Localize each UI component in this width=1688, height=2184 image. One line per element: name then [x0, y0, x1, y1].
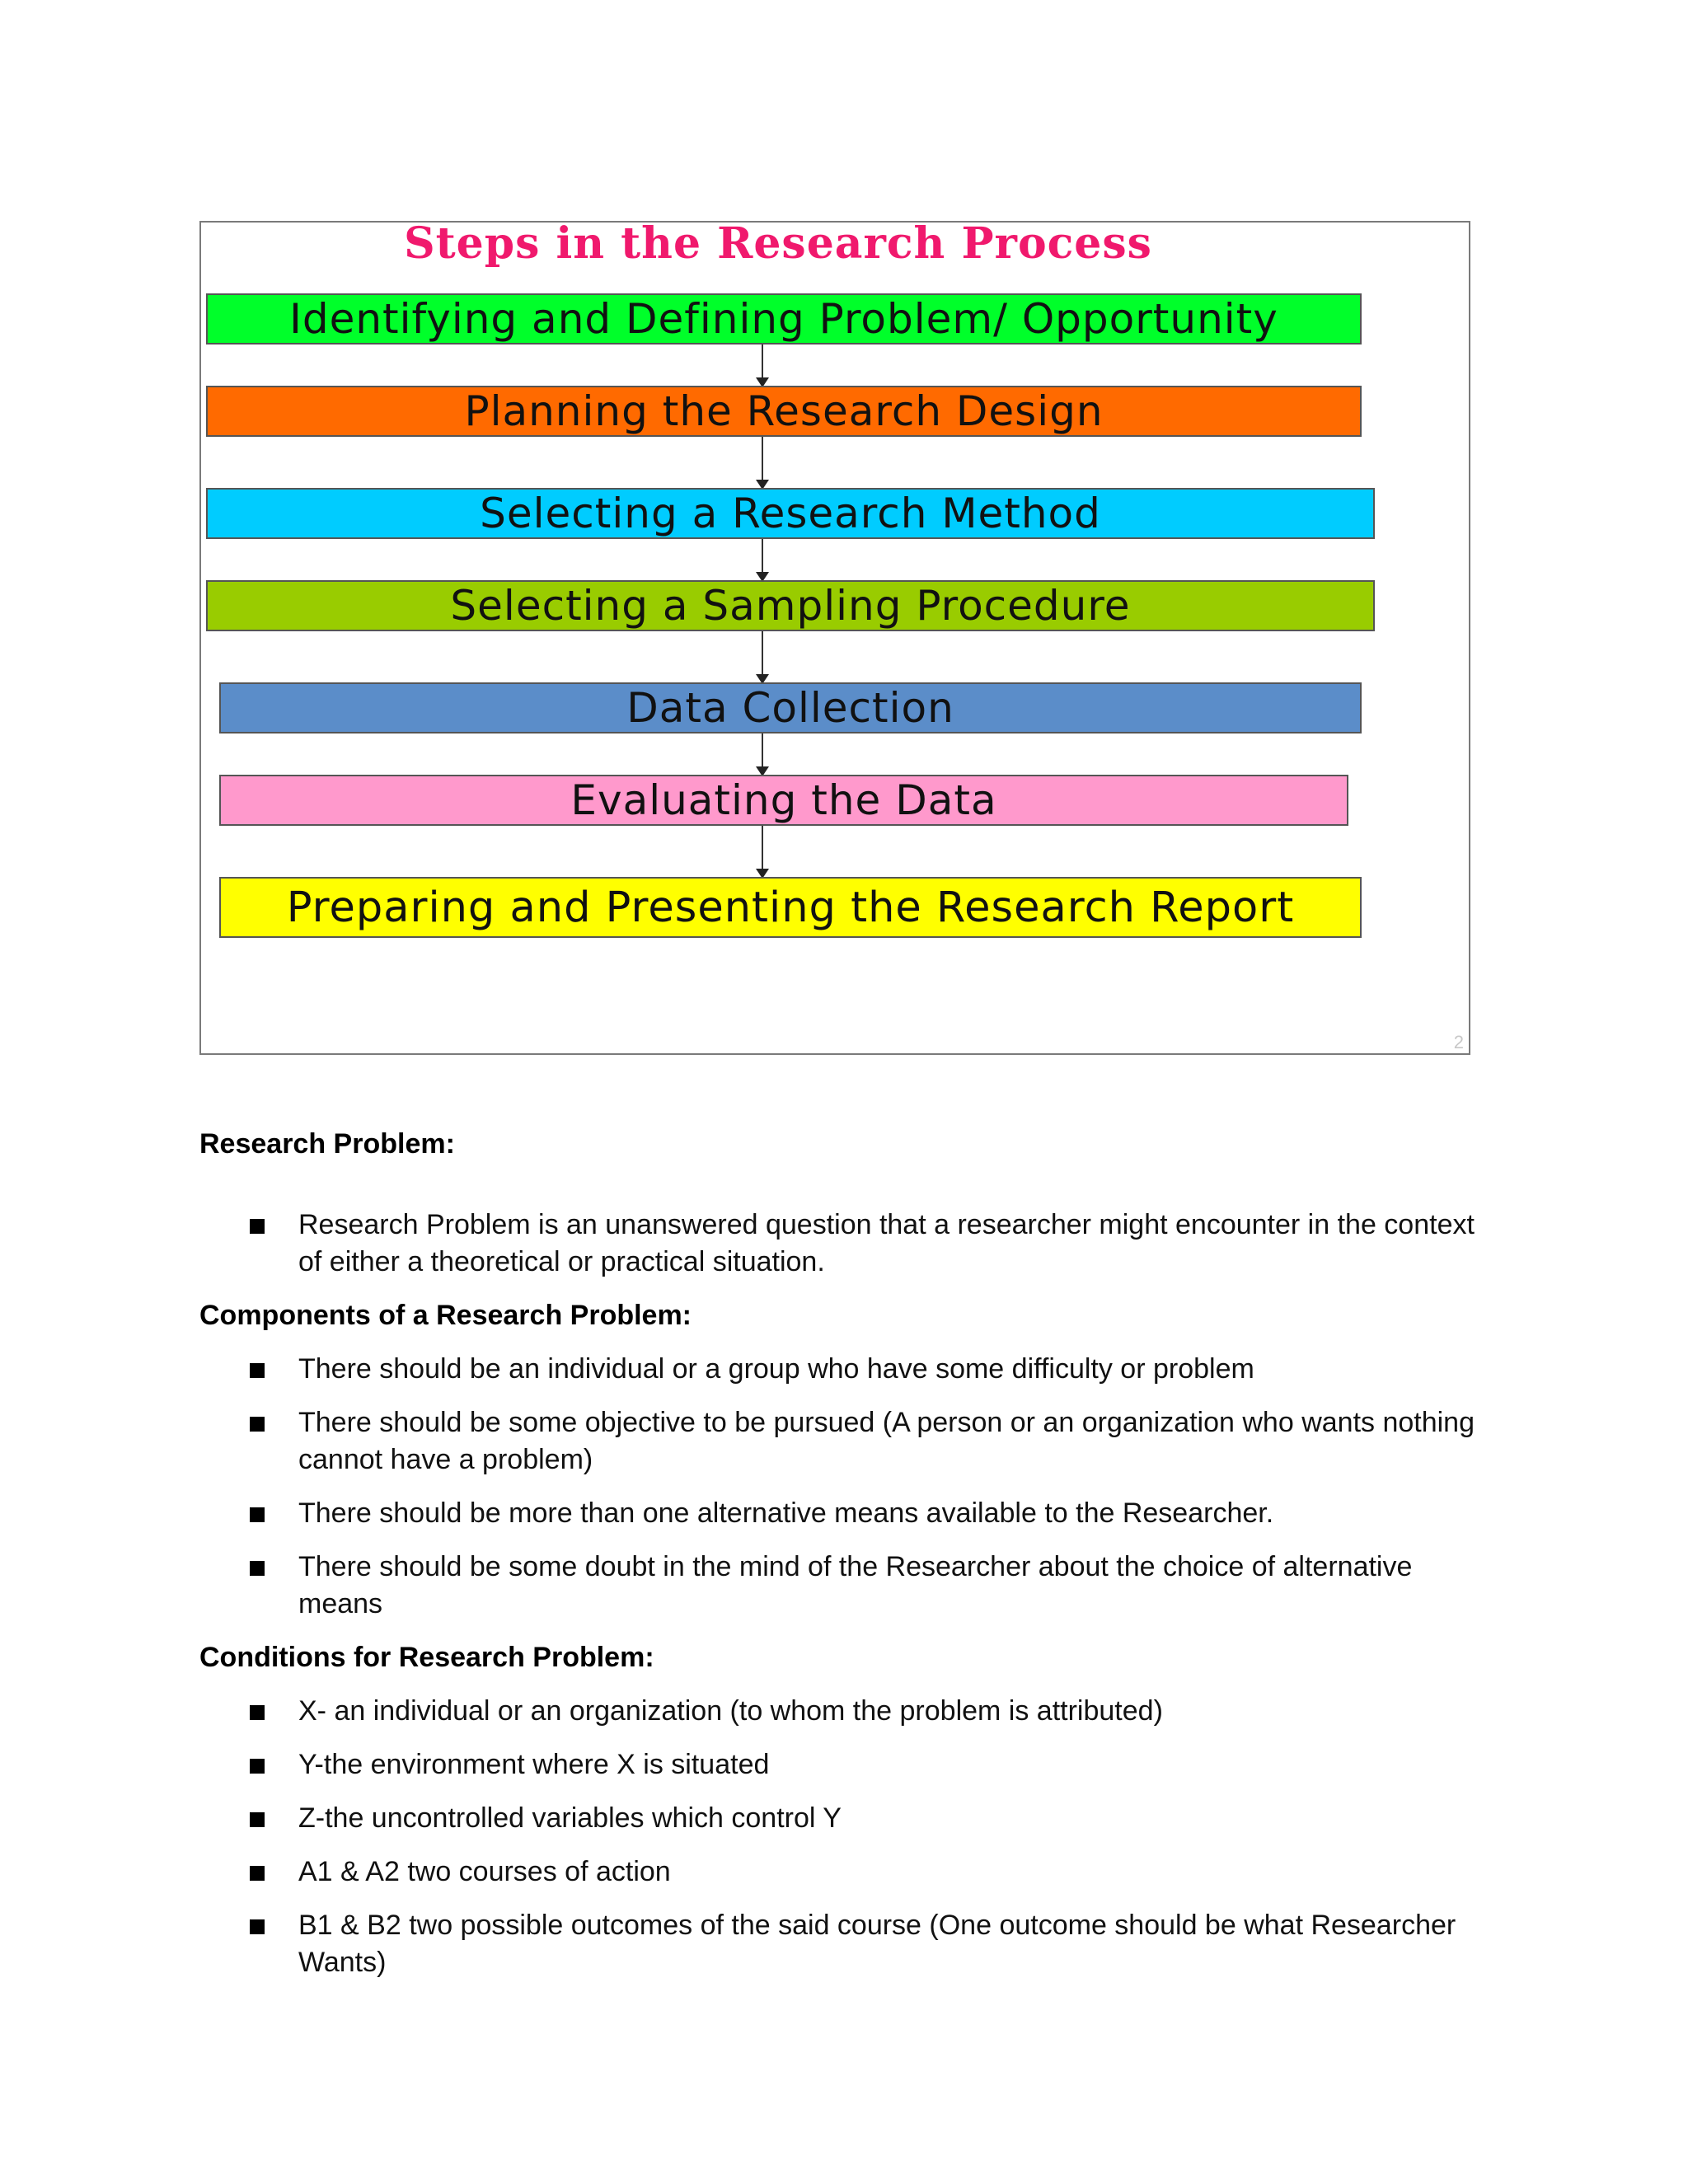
step-evaluating-data	[219, 775, 1348, 826]
step-label: Identifying and Defining Problem/ Opportunity	[289, 295, 1278, 343]
section-heading: Components of a Research Problem:	[199, 1300, 692, 1331]
bullet-text: Z-the uncontrolled variables which control Y	[298, 1802, 842, 1834]
bullet-text: There should be some objective to be pursued (A person or an organization who wants nothing cannot have a problem)	[298, 1407, 1475, 1475]
bullet-marker	[250, 1705, 265, 1720]
step-presenting-report	[219, 877, 1362, 938]
step-label: Data Collection	[626, 684, 954, 732]
bullet-text: X- an individual or an organization (to whom the problem is attributed)	[298, 1695, 1163, 1727]
bullet-marker	[250, 1219, 265, 1234]
bullet-text: A1 & A2 two courses of action	[298, 1856, 671, 1887]
bullet-text: There should be an individual or a group who have some difficulty or problem	[298, 1353, 1254, 1385]
section-heading: Research Problem:	[199, 1128, 455, 1160]
bullet-marker	[250, 1363, 265, 1378]
bullet-marker	[250, 1919, 265, 1934]
bullet-marker	[250, 1417, 265, 1432]
bullet-marker	[250, 1812, 265, 1827]
bullet-text: Y-the environment where X is situated	[298, 1749, 770, 1780]
bullet-text: There should be more than one alternative means available to the Researcher.	[298, 1497, 1274, 1529]
step-identifying-problem	[206, 293, 1362, 344]
flow-arrow	[762, 344, 763, 386]
step-data-collection	[219, 682, 1362, 733]
bullet-marker	[250, 1561, 265, 1576]
bullet-marker	[250, 1759, 265, 1774]
step-label: Selecting a Research Method	[480, 490, 1101, 537]
bullet-marker	[250, 1507, 265, 1522]
research-process-figure	[199, 218, 1470, 1055]
figure-title: Steps in the Research Process	[404, 218, 1152, 269]
flow-arrow	[762, 733, 763, 775]
flow-arrow	[762, 631, 763, 682]
section-heading: Conditions for Research Problem:	[199, 1642, 654, 1673]
step-sampling-procedure	[206, 580, 1375, 631]
bullet-text: B1 & B2 two possible outcomes of the said course (One outcome should be what Researcher Wants)	[298, 1910, 1456, 1978]
flow-arrow	[762, 826, 763, 877]
step-label: Selecting a Sampling Procedure	[450, 582, 1131, 630]
bullet-marker	[250, 1866, 265, 1881]
step-label: Evaluating the Data	[570, 776, 997, 824]
bullet-text: Research Problem is an unanswered question that a researcher might encounter in the context of either a theoretical or practical situation.	[298, 1209, 1475, 1277]
flow-arrow	[762, 437, 763, 488]
step-label: Preparing and Presenting the Research Report	[286, 883, 1295, 932]
slide-number: 2	[1453, 1032, 1464, 1052]
step-label: Planning the Research Design	[464, 387, 1104, 435]
step-selecting-method	[206, 488, 1375, 539]
flow-arrow	[762, 539, 763, 580]
step-planning-design	[206, 386, 1362, 437]
bullet-text: There should be some doubt in the mind of the Researcher about the choice of alternative means	[298, 1551, 1413, 1619]
